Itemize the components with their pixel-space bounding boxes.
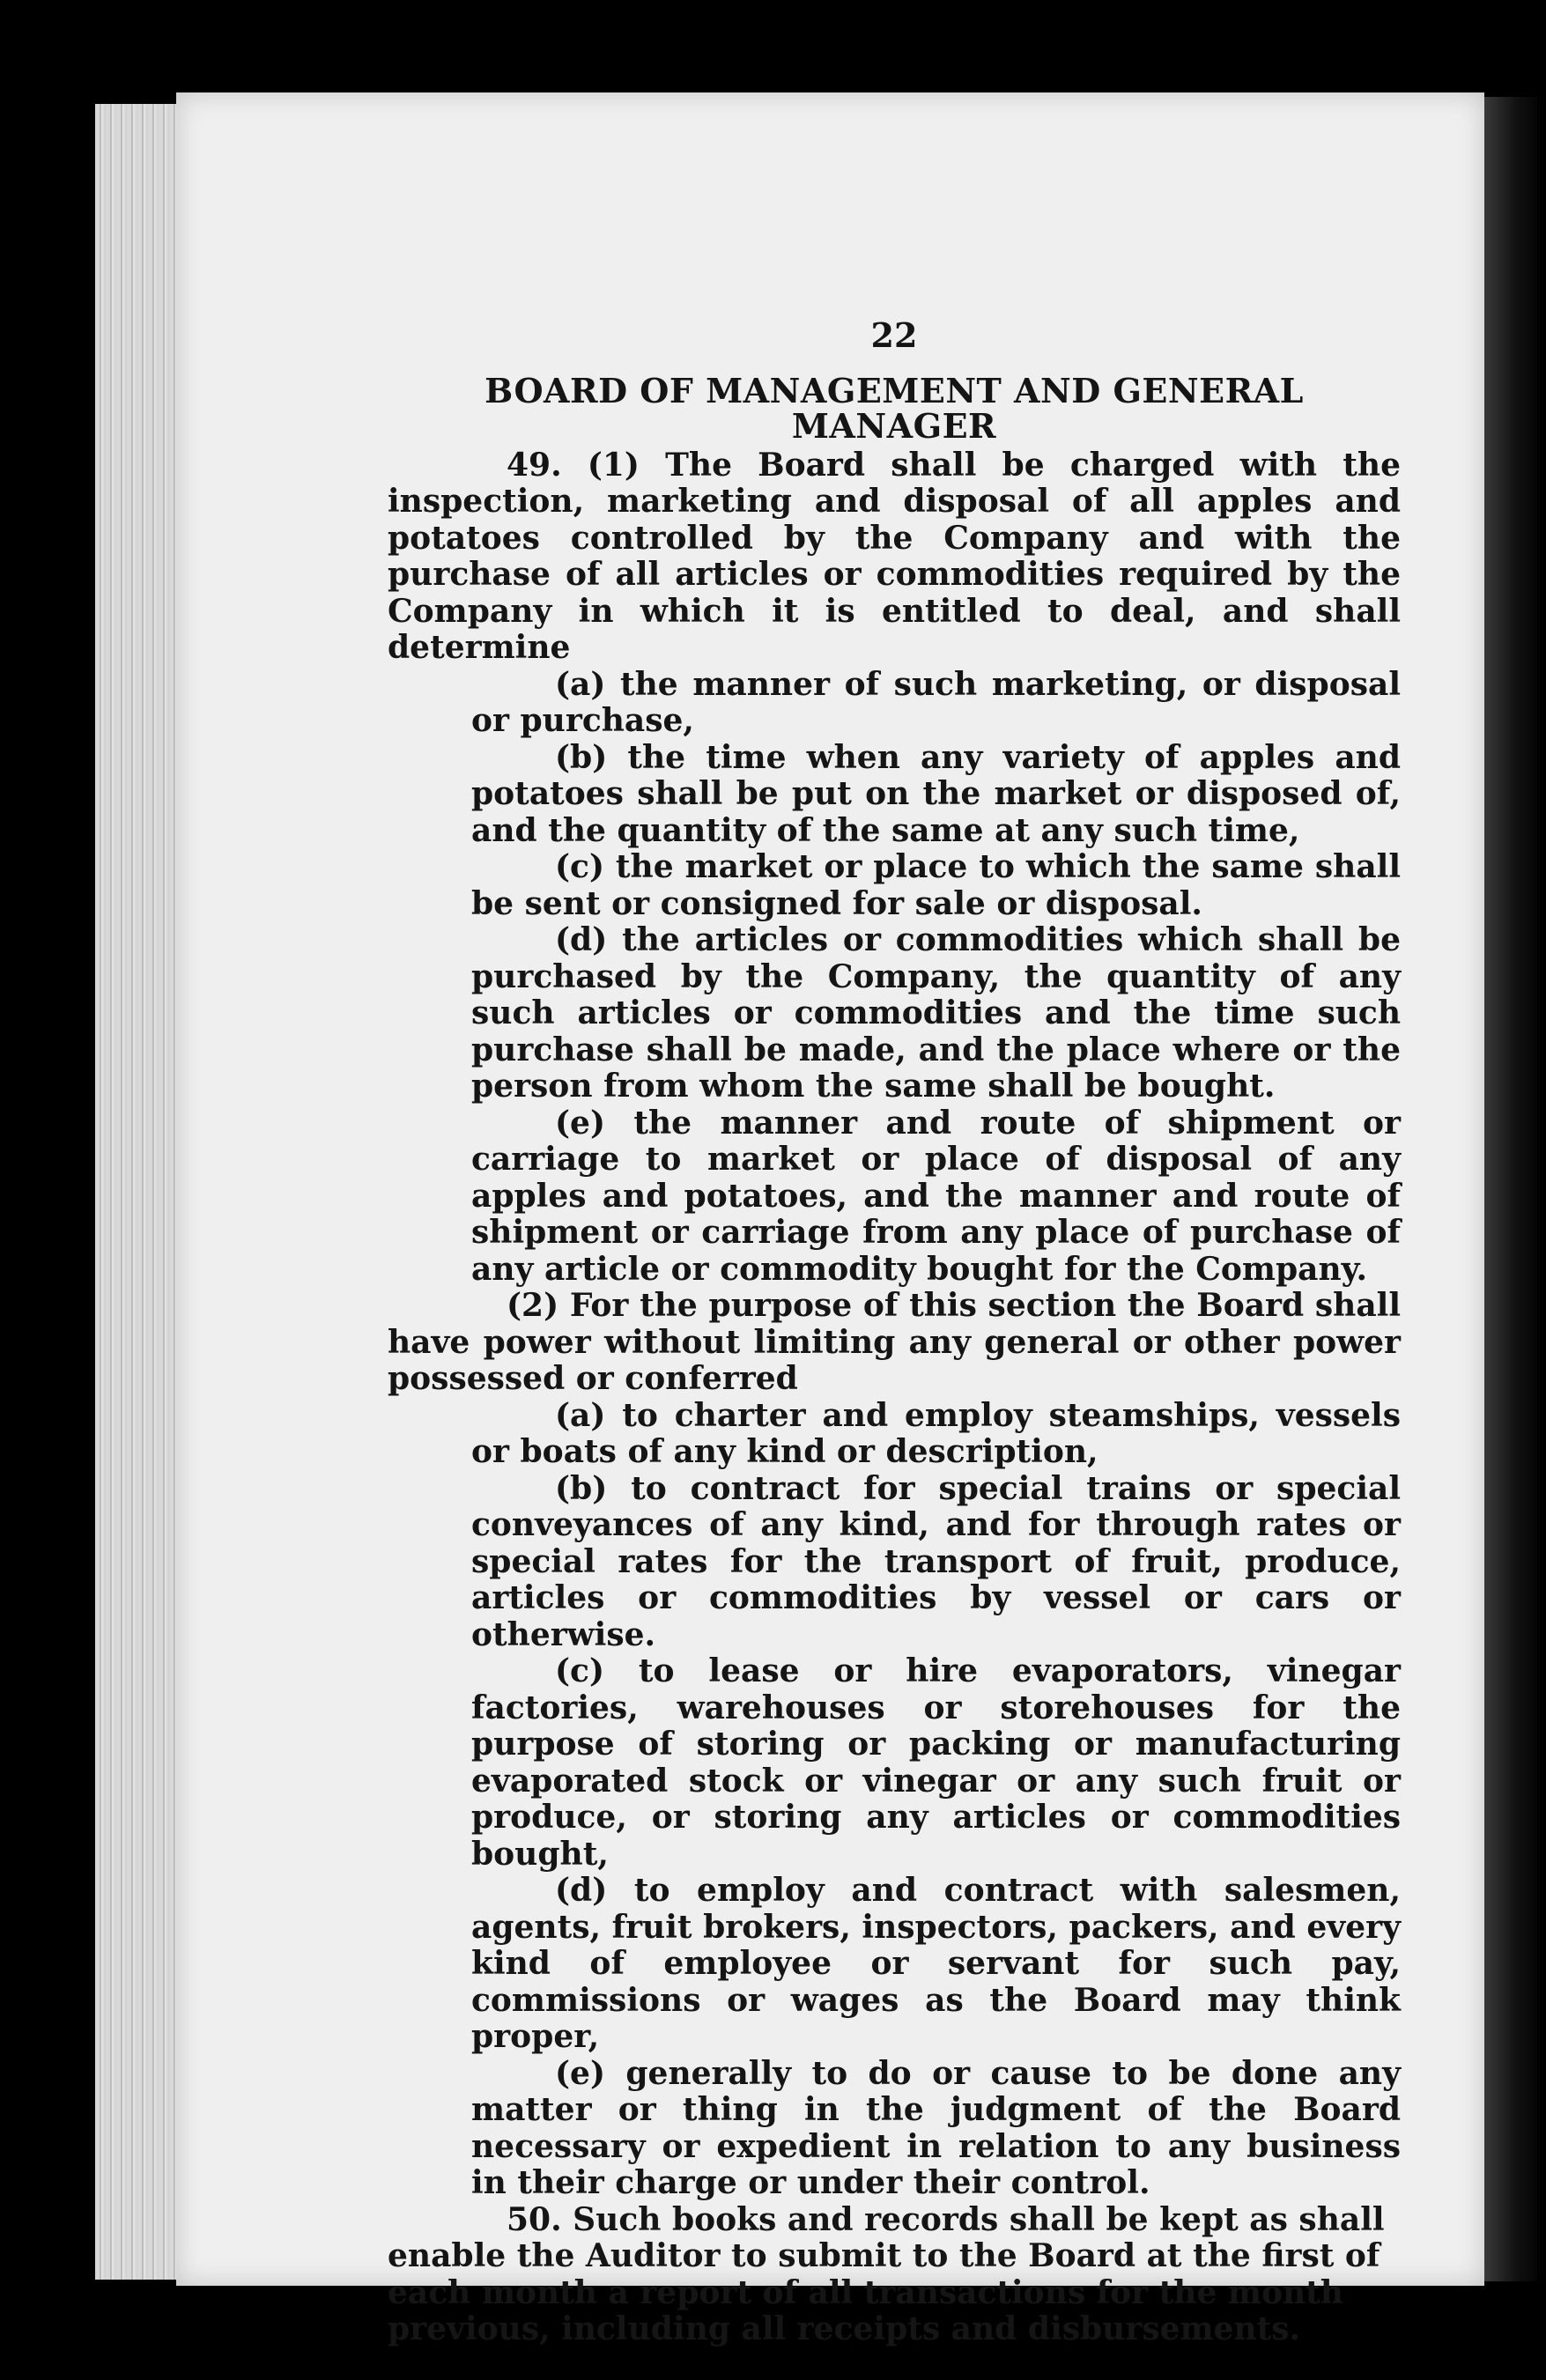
clause-49-1-e: (e) the manner and route of shipment or carriage to market or place of disposal of any apples and potatoes, and the manner and route of shipment or carriage from any place of purchase of any article or commodity bought for the Company. [471,1104,1401,1288]
clause-49-2-b: (b) to contract for special trains or special conveyances of any kind, and for through rates or special rates for the transport of fruit, produce, articles or commodities by vessel or cars or otherwise. [471,1469,1401,1653]
section-49-2: (2) For the purpose of this section the Board shall have power without limiting any general or other power possessed or conferred [388,1287,1401,1397]
clause-49-2-c: (c) to lease or hire evaporators, vinegar factories, warehouses or storehouses for the purpose of storing or packing or manufacturing evaporated stock or vinegar or any such fruit or produce, or storing any articles or commodities bought, [471,1652,1401,1873]
clause-49-2-a: (a) to charter and employ steamships, vessels or boats of any kind or description, [471,1396,1401,1470]
section-heading: BOARD OF MANAGEMENT AND GENERAL MANAGER [485,370,1304,446]
clause-49-2-d: (d) to employ and contract with salesmen, agents, fruit brokers, inspectors, packers, and every kind of employee or servant for such pay, commissions or wages as the Board may think proper, [471,1872,1401,2055]
page-edges [95,104,183,2280]
binding-shadow [1484,97,1537,2281]
page-number: 22 [870,315,918,355]
clause-49-1-c: (c) the market or place to which the same shall be sent or consigned for sale or disposal. [471,848,1401,922]
clause-49-1-a: (a) the manner of such marketing, or disposal or purchase, [471,665,1401,739]
section-49-1: 49. (1) The Board shall be charged with the inspection, marketing and disposal of all apples and potatoes controlled by the Company and with the purchase of all articles or commodities required by the Company in which it is entitled to deal, and shall determine [388,446,1401,666]
page-content [388,317,1401,2348]
clause-49-1-d: (d) the articles or commodities which shall be purchased by the Company, the quantity of any such articles or commodities and the time such purchase shall be made, and the place where or the person from whom the same shall be bought. [471,921,1401,1105]
clause-49-1-b: (b) the time when any variety of apples and potatoes shall be put on the market or disposed of, and the quantity of the same at any such time, [471,738,1401,849]
section-50: 50. Such books and records shall be kept as shall enable the Auditor to submit to the Board at the first of each month a report of all transactions for the month previous, including all receipts and disbursements. [388,2200,1385,2347]
clause-49-2-e: (e) generally to do or cause to be done any matter or thing in the judgment of the Board necessary or expedient in relation to any business in their charge or under their control. [471,2054,1401,2201]
